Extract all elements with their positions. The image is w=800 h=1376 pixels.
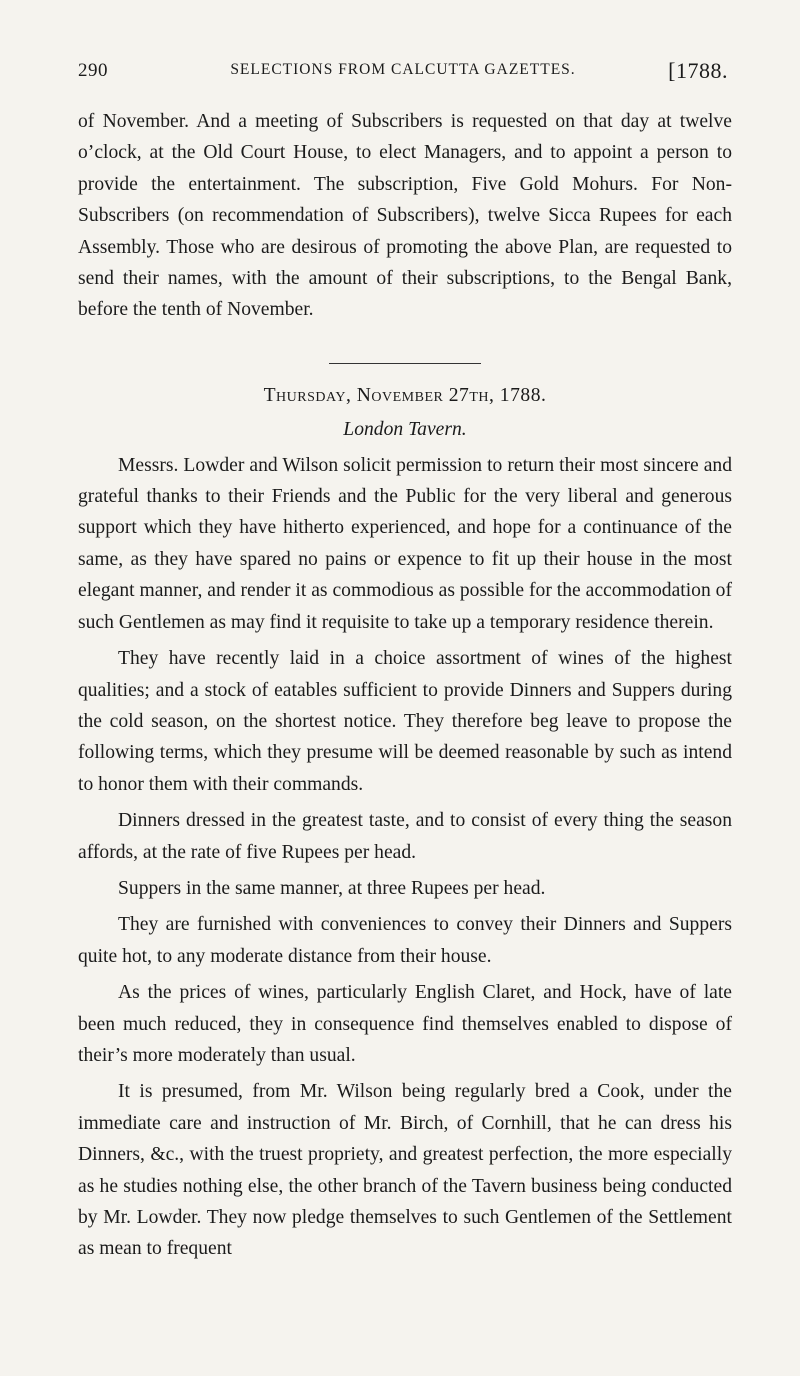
paragraph: They have recently laid in a choice assortment of wines of the highest qualities; and a stock of eatables sufficient to provide Dinners and Suppers during the cold season, on the shortest notice. They therefore beg leave to propose the following terms, which they presume will be deemed reasonable by such as intend to honor them with their commands.: [78, 648, 732, 795]
continuation-paragraph: of November. And a meeting of Subscribers is requested on that day at twelve o’clock, at the Old Court House, to elect Managers, and to appoint a person to provide the entertainment. The subscription, Five Gold Mohurs. For Non-Subscribers (on recommendation of Subscribers), twelve Sicca Rupees for each Assembly. Those who are desirous of promoting the above Plan, are requested to send their names, with the amount of their subscriptions, to the Bengal Bank, before the tenth of November.: [78, 111, 732, 321]
dateline: Thursday, November 27th, 1788.: [263, 384, 547, 406]
page-body: [78, 106, 732, 1265]
paragraph: They are furnished with conveniences to convey their Dinners and Suppers quite hot, to any moderate distance from their house.: [78, 914, 732, 967]
paragraph: As the prices of wines, particularly English Claret, and Hock, have of late been much reduced, they in consequence find themselves enabled to dispose of their’s more moderately than usual.: [78, 982, 732, 1066]
venue-title: London Tavern.: [343, 419, 467, 441]
header-year: [1788.: [668, 58, 728, 83]
running-header: [78, 60, 728, 86]
paragraph: Dinners dressed in the greatest taste, and to consist of every thing the season affords, at the rate of five Rupees per head.: [78, 810, 732, 863]
paragraph: Suppers in the same manner, at three Rupees per head.: [118, 877, 546, 899]
paragraph: Messrs. Lowder and Wilson solicit permission to return their most sincere and grateful thanks to their Friends and the Public for the very liberal and generous support which they have hitherto experienced, and hope for a continuance of the same, as they have spared no pains or expence to fit up their house in the most elegant manner, and render it as commodious as possible for the accommodation of such Gentlemen as may find it requisite to take up a temporary residence therein.: [78, 454, 732, 633]
running-title: SELECTIONS FROM CALCUTTA GAZETTES.: [230, 61, 576, 78]
page-number: 290: [78, 60, 108, 81]
paragraph: It is presumed, from Mr. Wilson being regularly bred a Cook, under the immediate care and instruction of Mr. Birch, of Cornhill, that he can dress his Dinners, &c., with the truest propriety, and greatest perfection, the more especially as he studies nothing else, the other branch of the Tavern business being conducted by Mr. Lowder. They now pledge themselves to such Gentlemen of the Settlement as mean to frequent: [78, 1081, 732, 1260]
section-divider: [329, 363, 481, 364]
